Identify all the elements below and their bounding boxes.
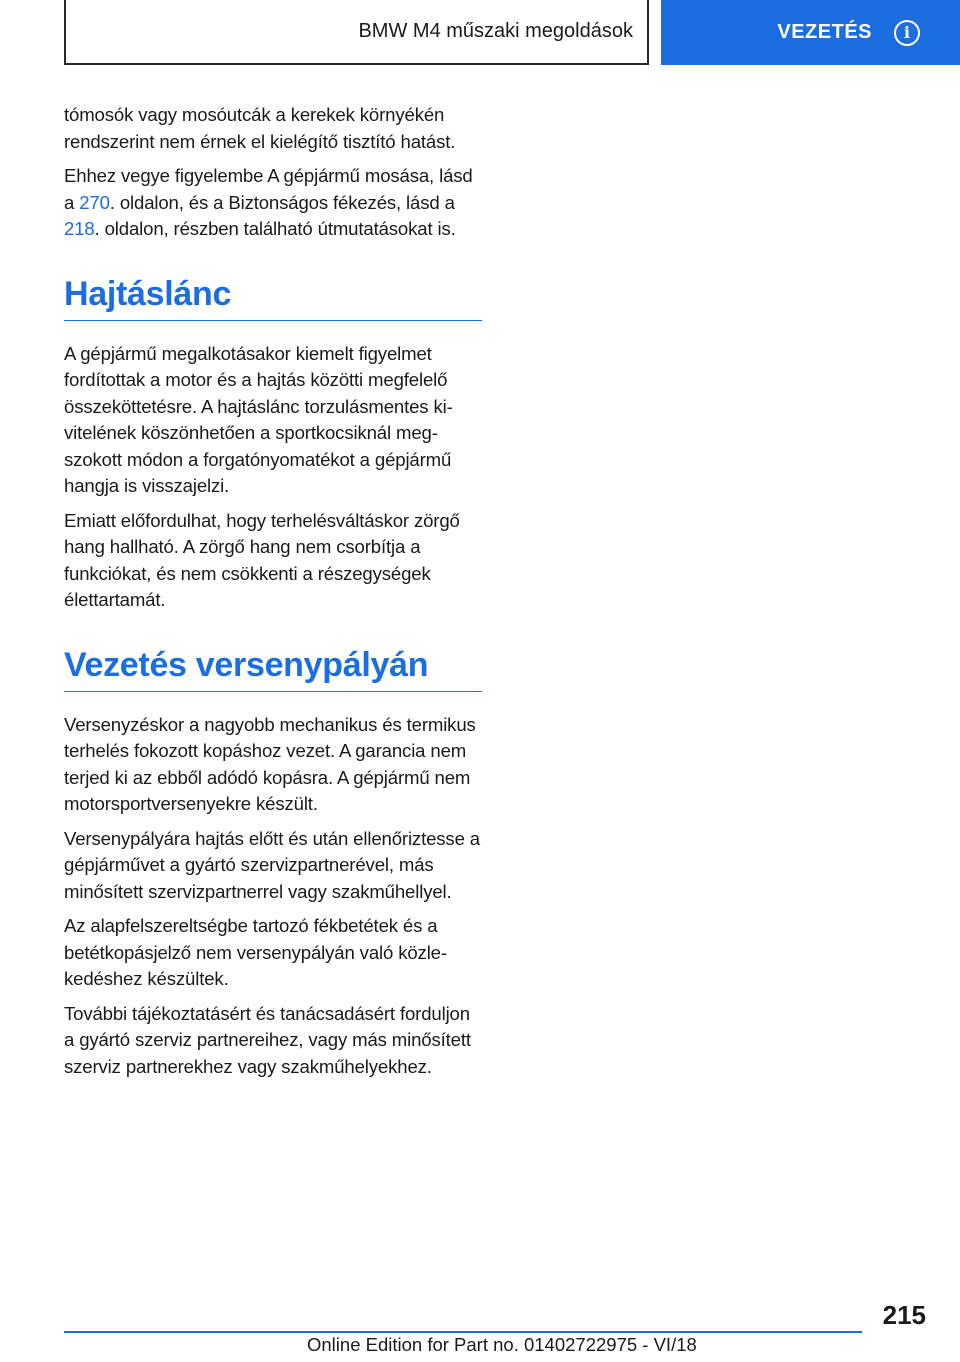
paragraph: A gépjármű megalkotásakor kiemelt figyelmet fordítottak a motor és a hajtás közötti megfelelő összeköttetésre. A hajtáslánc torzulásmentes kivitelének köszönhetően a sportkocsiknál megszokott módon a forgatónyomatékot a gépjármű hangja is visszajelzi. — [64, 342, 453, 496]
section-label: VEZETÉS — [777, 21, 872, 43]
header-title-box — [64, 0, 649, 65]
info-circle-icon[interactable]: i — [894, 20, 920, 46]
section-tab[interactable] — [661, 0, 960, 65]
intro-paragraph-1: tómosók vagy mosóutcák a kerekek környékén rendszerint nem érnek el kielégítő tisztító hatást. — [64, 104, 456, 152]
paragraph: További tájékoztatásért és tanácsadásért forduljon a gyártó szerviz partnereihez, vagy más minősített szerviz partnerekhez vagy szakműhelyekhez. — [64, 1002, 471, 1077]
page-number: 215 — [882, 1300, 926, 1330]
paragraph: Versenypályára hajtás előtt és után ellenőriztesse a gépjárművet a gyártó szervizpartnerével, más minősített szervizpartnerrel vagy szakműhellyel. — [64, 827, 480, 902]
paragraph: Versenyzéskor a nagyobb mechanikus és termikus terhelés fokozott kopáshoz vezet. A garancia nem terjed ki az ebből adódó kopásra. A gépjármű nem motorsportversenyekre készült. — [64, 713, 476, 814]
page-link-218[interactable]: 218 — [64, 218, 95, 239]
paragraph: Emiatt előfordulhat, hogy terhelésváltáskor zörgő hang hallható. A zörgő hang nem csorbítja a funkciókat, és nem csökkenti a részegységek élettartamát. — [64, 509, 460, 610]
manual-title: BMW M4 műszaki megoldások — [358, 20, 633, 42]
heading-hajtaslanc: Hajtáslánc — [64, 275, 482, 321]
footer-divider — [64, 1331, 862, 1333]
intro-paragraph-2: Ehhez vegye figyelembe A gépjármű mosása, lásd a 270. oldalon, és a Biztonságos fékezés, lásd a 218. oldalon, részben található útmutatásokat is. — [64, 165, 473, 239]
page-link-270[interactable]: 270 — [79, 191, 110, 213]
edition-text: Online Edition for Part no. 01402722975 - VI/18 — [307, 1334, 697, 1355]
page-content — [64, 102, 482, 1088]
heading-vezetes-versenypalyan: Vezetés versenypályán — [64, 646, 482, 692]
paragraph: Az alapfelszereltségbe tartozó fékbetétek és a betétkopásjelző nem versenypályán való közlekedéshez készültek. — [64, 915, 448, 989]
